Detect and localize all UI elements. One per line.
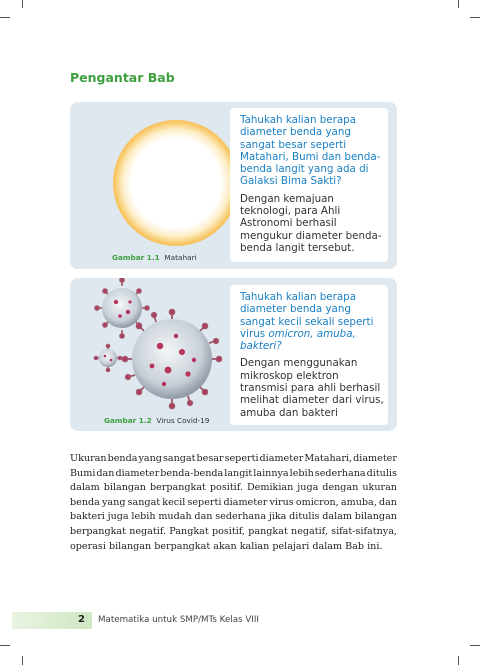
crop-mark xyxy=(0,645,10,646)
body-line: berpangkat negatif. Pangkat positif, pangkat negatif, sifat-sifatnya, xyxy=(70,525,397,537)
caption-label: Gambar 1.2 xyxy=(104,416,152,425)
text-box-sun xyxy=(230,108,388,262)
section-title: Pengantar Bab xyxy=(70,70,175,85)
crop-mark xyxy=(458,0,459,8)
body-line: bakteri juga lebih mudah dan sederhana jika ditulis dalam bilangan xyxy=(70,511,397,523)
paragraph-text: Dengan menggunakan mikroskop elektron transmisi para ahli berhasil melihat diameter dari virus, amuba dan bakteri xyxy=(240,357,384,419)
figure-caption-virus xyxy=(104,416,209,425)
page-number: 2 xyxy=(78,614,85,625)
body-paragraph xyxy=(70,452,397,554)
crop-mark xyxy=(22,656,23,665)
book-title: Matematika untuk SMP/MTs Kelas VIII xyxy=(98,615,259,625)
text-box-virus xyxy=(230,285,388,425)
virus-illustration xyxy=(70,278,230,413)
paragraph-text: Dengan kemajuan teknologi, para Ahli Astronomi berhasil mengukur diameter benda-benda langit tersebut. xyxy=(240,192,382,254)
figure-caption-sun xyxy=(112,253,197,262)
caption-text: Virus Covid-19 xyxy=(156,416,210,425)
sun-illustration xyxy=(113,120,239,246)
body-line: Ukuran benda yang sangat besar seperti diameter Matahari, diameter xyxy=(70,453,397,464)
question-prefix: Tahukah kalian berapa diameter benda yang sangat kecil sekali seperti virus xyxy=(240,291,374,340)
crop-mark xyxy=(458,656,459,665)
body-line: Bumi dan diameter benda-benda langit lainnya lebih sederhana ditulis xyxy=(70,467,397,479)
crop-mark xyxy=(22,0,23,8)
question-text xyxy=(240,291,388,352)
caption-text: Matahari xyxy=(164,253,197,262)
crop-mark xyxy=(0,17,10,18)
caption-label: Gambar 1.1 xyxy=(112,253,160,262)
intro-card-sun xyxy=(70,102,397,269)
crop-mark xyxy=(470,17,480,18)
body-line: dalam bilangan berpangkat positif. Demikian juga dengan ukuran xyxy=(70,482,397,494)
body-line: benda yang sangat kecil seperti diameter virus omicron, amuba, dan xyxy=(70,496,397,508)
body-line: operasi bilangan berpangkat akan kalian pelajari dalam Bab ini. xyxy=(70,540,383,552)
intro-card-virus xyxy=(70,278,397,431)
question-italic: omicron, amuba, bakteri? xyxy=(240,327,356,353)
crop-mark xyxy=(470,645,480,646)
question-text: Tahukah kalian berapa diameter benda yang sangat besar seperti Matahari, Bumi dan benda-benda langit yang ada di Galaksi Bima Sakti? xyxy=(240,114,381,188)
